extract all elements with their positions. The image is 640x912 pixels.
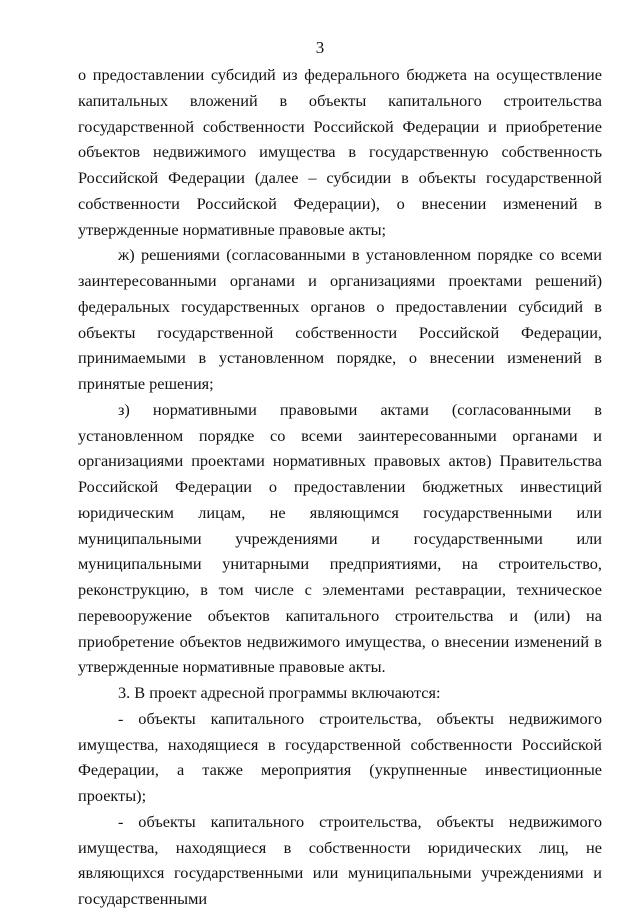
paragraph-item-z: з) нормативными правовыми актами (согласованными в установленном порядке со всеми заинтересованными органами и организациями проектами нормативных правовых актов) Правительства Российской Федерации о предоставлении бюджетных инвестиций юридическим лицам, не являющимся государственными или муниципальными учреждениями и государственными или муниципальными унитарными предприятиями, на строительство, реконструкцию, в том числе с элементами реставрации, техническое перевооружение объектов капитального строительства и (или) на приобретение объектов недвижимого имущества, о внесении изменений в утвержденные нормативные правовые акты. [78,399,602,677]
paragraph-subsidies-continuation: о предоставлении субсидий из федерального бюджета на осуществление капитальных вложений в объекты капитального строительства государственной собственности Российской Федерации и приобретение объектов недвижимого имущества в государственную собственность Российской Федерации (далее – субсидии в объекты государственной собственности Российской Федерации), о внесении изменений в утвержденные нормативные правовые акты; [78,65,602,239]
paragraph-item-zh: ж) решениями (согласованными в установленном порядке со всеми заинтересованными органами и организациями проектами решений) федеральных государственных органов о предоставлении субсидий в объекты государственной собственности Российской Федерации, принимаемыми в установленном порядке, о внесении изменений в принятые решения; [78,245,602,393]
paragraph-list-item-2: - объекты капитального строительства, объекты недвижимого имущества, находящиеся в собственности юридических лиц, не являющихся государственными или муниципальными учреждениями и государственными [78,811,602,908]
paragraph-list-item-1: - объекты капитального строительства, объекты недвижимого имущества, находящиеся в государственной собственности Российской Федерации, а также мероприятия (укрупненные инвестиционные проекты); [78,708,602,805]
paragraph-section-3: 3. В проект адресной программы включаются: [118,683,441,702]
document-body [78,62,602,912]
page-number: 3 [315,38,325,57]
